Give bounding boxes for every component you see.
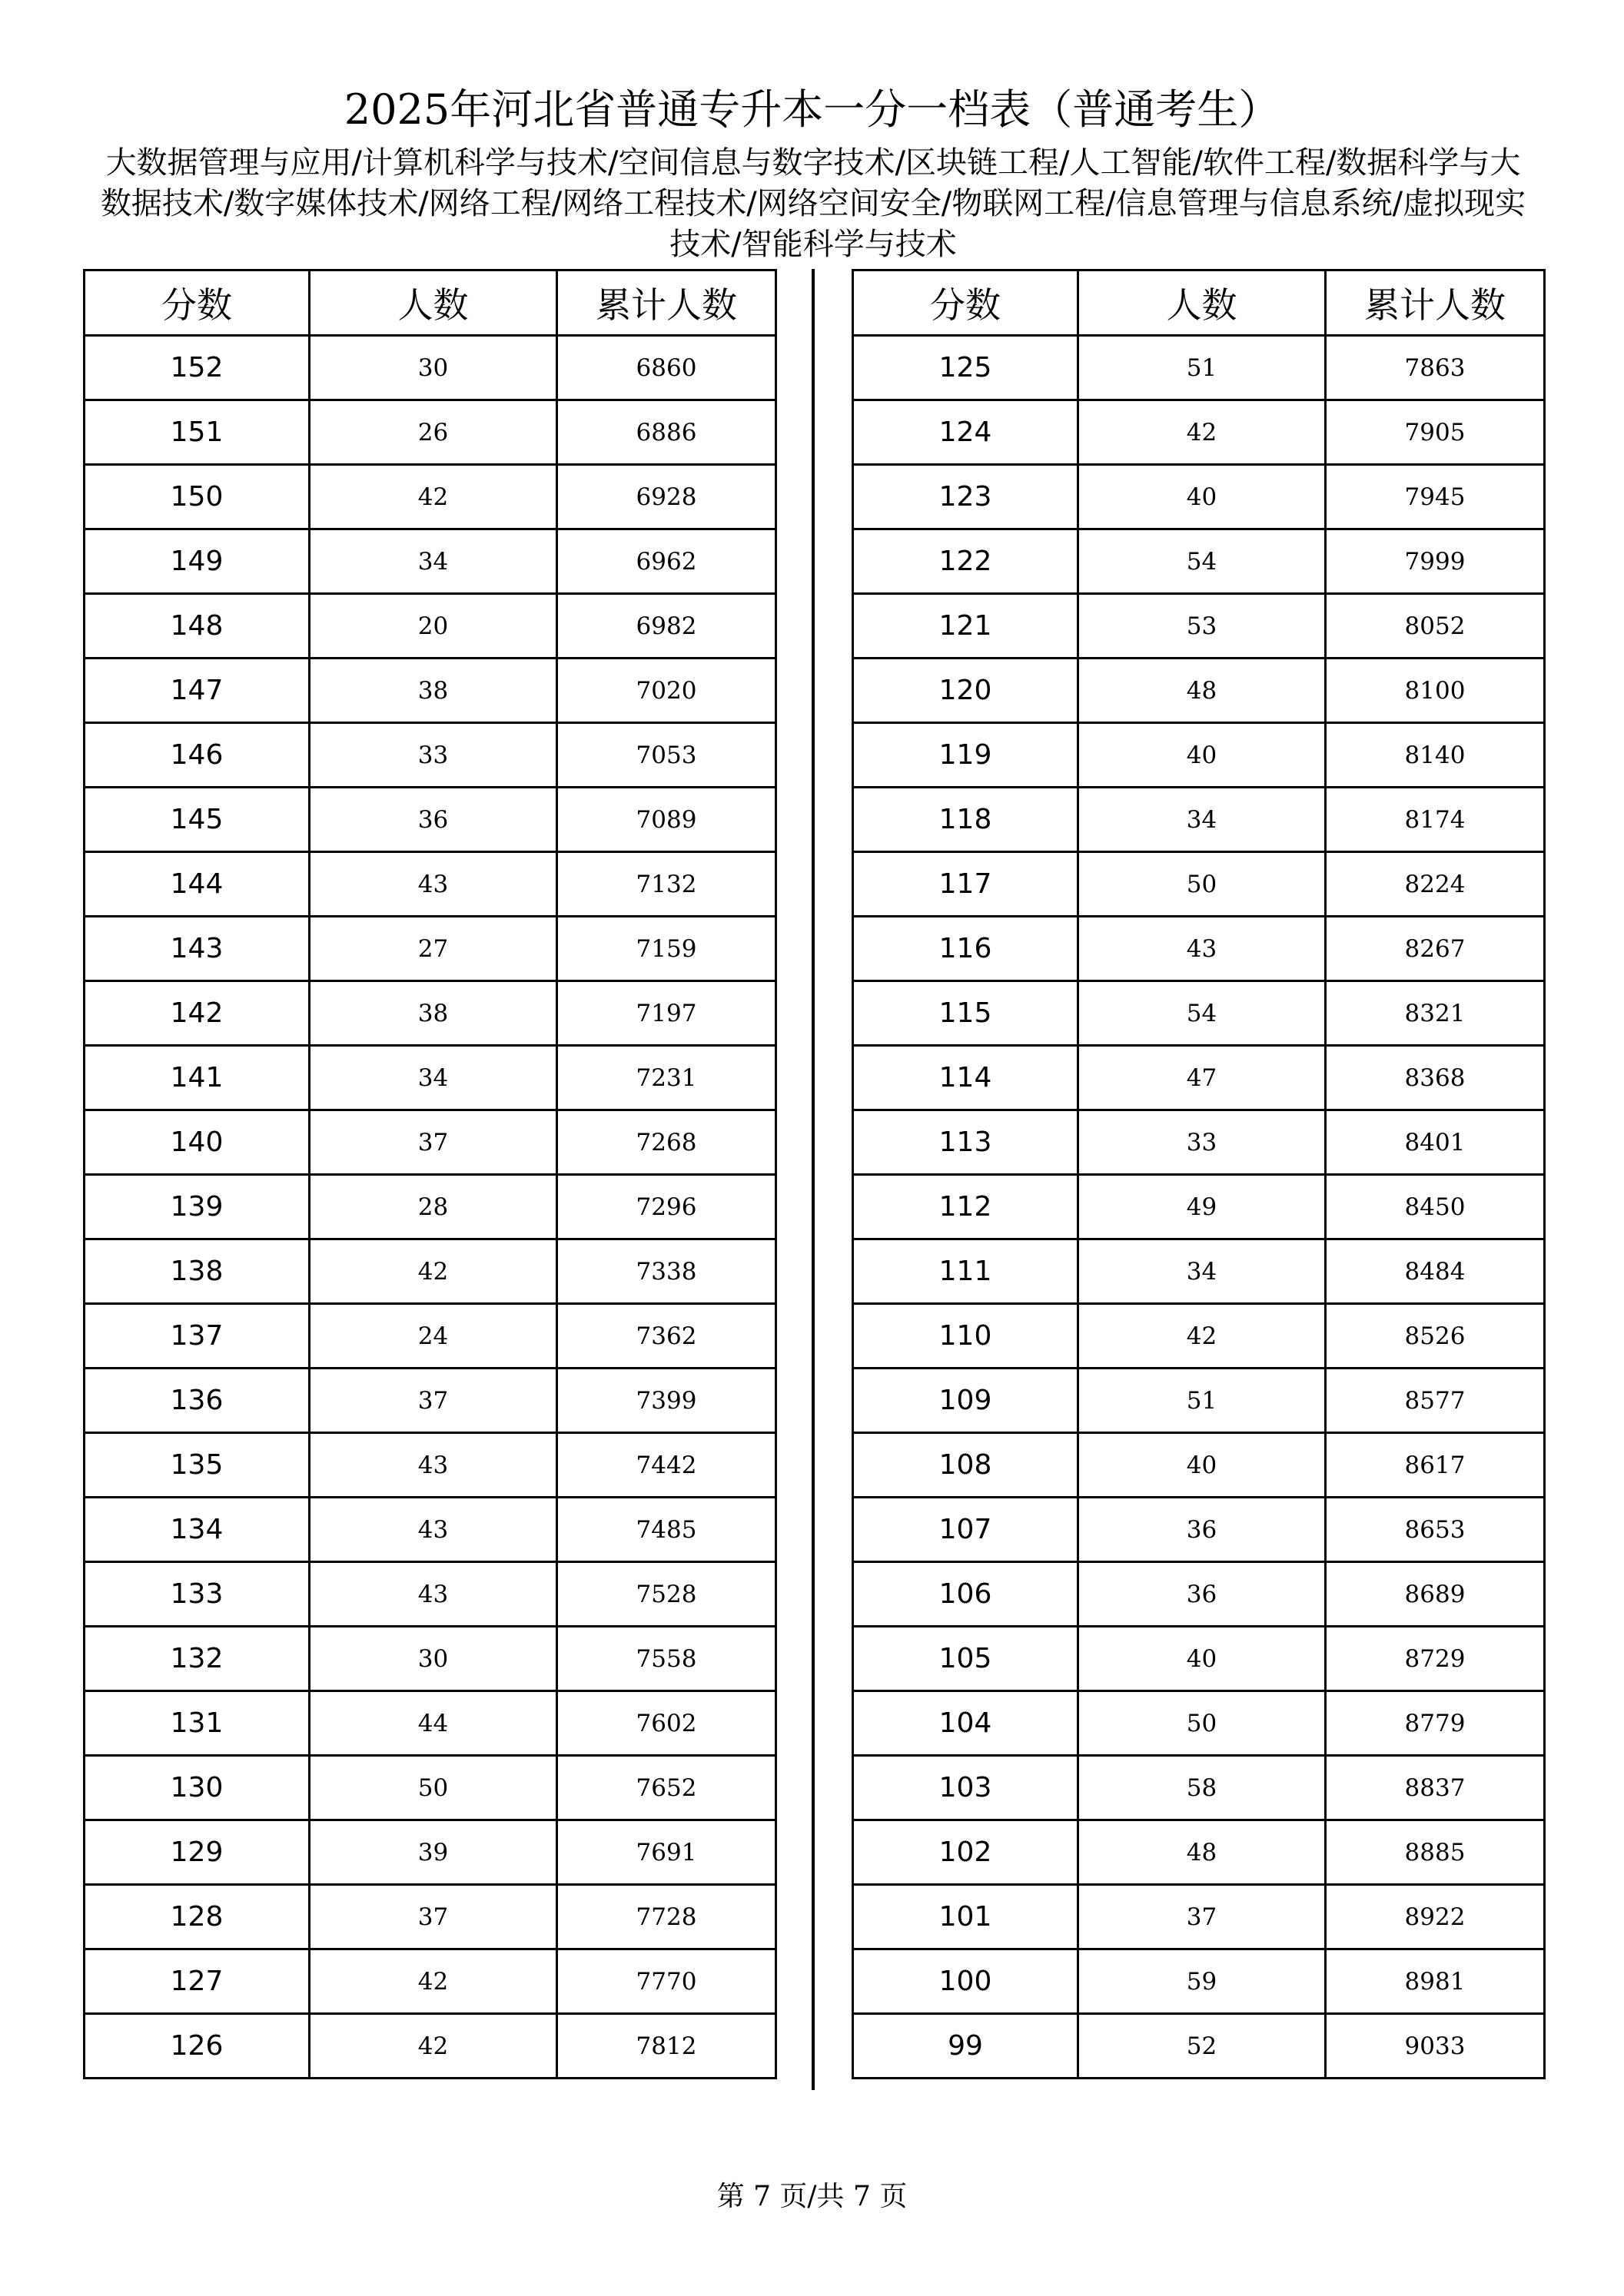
cumulative-cell: 6886 [557, 400, 776, 465]
score-cell: 146 [85, 723, 310, 788]
table-row [853, 1433, 1545, 1498]
table-row [853, 1110, 1545, 1175]
cumulative-cell: 8174 [1326, 788, 1545, 852]
score-cell: 134 [85, 1498, 310, 1562]
table-row [853, 336, 1545, 400]
score-cell: 130 [85, 1756, 310, 1820]
table-row [85, 1820, 776, 1885]
score-cell: 128 [85, 1885, 310, 1949]
score-cell: 120 [853, 659, 1078, 723]
count-cell: 42 [1078, 400, 1326, 465]
table-row [853, 529, 1545, 594]
cumulative-cell: 7020 [557, 659, 776, 723]
table-row [853, 1239, 1545, 1304]
cumulative-cell: 6860 [557, 336, 776, 400]
count-cell: 36 [1078, 1498, 1326, 1562]
table-row [85, 400, 776, 465]
table-row [85, 1046, 776, 1110]
cumulative-cell: 6928 [557, 465, 776, 529]
score-cell: 139 [85, 1175, 310, 1239]
count-cell: 48 [1078, 1820, 1326, 1885]
score-cell: 147 [85, 659, 310, 723]
count-cell: 40 [1078, 1627, 1326, 1691]
count-cell: 26 [310, 400, 557, 465]
cumulative-cell: 8100 [1326, 659, 1545, 723]
cumulative-cell: 8484 [1326, 1239, 1545, 1304]
score-cell: 101 [853, 1885, 1078, 1949]
score-cell: 125 [853, 336, 1078, 400]
cumulative-cell: 7231 [557, 1046, 776, 1110]
count-cell: 33 [310, 723, 557, 788]
score-cell: 103 [853, 1756, 1078, 1820]
table-row [853, 1498, 1545, 1562]
count-cell: 43 [1078, 917, 1326, 981]
score-cell: 115 [853, 981, 1078, 1046]
count-cell: 54 [1078, 529, 1326, 594]
score-cell: 111 [853, 1239, 1078, 1304]
count-cell: 58 [1078, 1756, 1326, 1820]
score-cell: 102 [853, 1820, 1078, 1885]
table-row [853, 981, 1545, 1046]
count-cell: 59 [1078, 1949, 1326, 2014]
table-row [85, 1369, 776, 1433]
cumulative-cell: 7652 [557, 1756, 776, 1820]
score-cell: 112 [853, 1175, 1078, 1239]
score-cell: 127 [85, 1949, 310, 2014]
score-cell: 116 [853, 917, 1078, 981]
table-row [853, 1691, 1545, 1756]
table-row [85, 465, 776, 529]
table-row [85, 1756, 776, 1820]
cumulative-cell: 9033 [1326, 2014, 1545, 2079]
table-row [853, 788, 1545, 852]
count-cell: 37 [310, 1110, 557, 1175]
score-cell: 145 [85, 788, 310, 852]
header-cumulative: 累计人数 [557, 270, 776, 336]
score-cell: 118 [853, 788, 1078, 852]
cumulative-cell: 7399 [557, 1369, 776, 1433]
cumulative-cell: 8981 [1326, 1949, 1545, 2014]
table-row [85, 1304, 776, 1369]
count-cell: 40 [1078, 1433, 1326, 1498]
header-score: 分数 [853, 270, 1078, 336]
cumulative-cell: 8224 [1326, 852, 1545, 917]
count-cell: 39 [310, 1820, 557, 1885]
table-row [85, 1498, 776, 1562]
cumulative-cell: 7268 [557, 1110, 776, 1175]
cumulative-cell: 7089 [557, 788, 776, 852]
count-cell: 43 [310, 1562, 557, 1627]
table-row [85, 336, 776, 400]
cumulative-cell: 7691 [557, 1820, 776, 1885]
score-cell: 104 [853, 1691, 1078, 1756]
cumulative-cell: 7159 [557, 917, 776, 981]
score-cell: 126 [85, 2014, 310, 2079]
score-cell: 131 [85, 1691, 310, 1756]
cumulative-cell: 7558 [557, 1627, 776, 1691]
cumulative-cell: 7812 [557, 2014, 776, 2079]
count-cell: 54 [1078, 981, 1326, 1046]
score-cell: 122 [853, 529, 1078, 594]
cumulative-cell: 7602 [557, 1691, 776, 1756]
column-divider [812, 269, 815, 2090]
count-cell: 40 [1078, 465, 1326, 529]
score-cell: 140 [85, 1110, 310, 1175]
count-cell: 42 [310, 465, 557, 529]
table-row [85, 1691, 776, 1756]
count-cell: 43 [310, 852, 557, 917]
cumulative-cell: 7728 [557, 1885, 776, 1949]
score-cell: 135 [85, 1433, 310, 1498]
table-row [85, 529, 776, 594]
table-row [85, 917, 776, 981]
count-cell: 37 [310, 1885, 557, 1949]
score-cell: 106 [853, 1562, 1078, 1627]
table-row [853, 1949, 1545, 2014]
score-cell: 148 [85, 594, 310, 659]
table-row [853, 659, 1545, 723]
score-cell: 143 [85, 917, 310, 981]
header-count: 人数 [310, 270, 557, 336]
count-cell: 42 [1078, 1304, 1326, 1369]
score-cell: 149 [85, 529, 310, 594]
count-cell: 50 [1078, 852, 1326, 917]
score-cell: 100 [853, 1949, 1078, 2014]
score-cell: 150 [85, 465, 310, 529]
cumulative-cell: 7296 [557, 1175, 776, 1239]
table-row [853, 1627, 1545, 1691]
count-cell: 34 [310, 1046, 557, 1110]
cumulative-cell: 7485 [557, 1498, 776, 1562]
score-cell: 136 [85, 1369, 310, 1433]
score-cell: 152 [85, 336, 310, 400]
cumulative-cell: 8526 [1326, 1304, 1545, 1369]
cumulative-cell: 7338 [557, 1239, 776, 1304]
count-cell: 36 [1078, 1562, 1326, 1627]
count-cell: 28 [310, 1175, 557, 1239]
score-table-right [852, 269, 1546, 2079]
cumulative-cell: 8617 [1326, 1433, 1545, 1498]
table-row [853, 1562, 1545, 1627]
cumulative-cell: 7132 [557, 852, 776, 917]
count-cell: 37 [1078, 1885, 1326, 1949]
cumulative-cell: 8922 [1326, 1885, 1545, 1949]
table-row [853, 1046, 1545, 1110]
header-count: 人数 [1078, 270, 1326, 336]
cumulative-cell: 8267 [1326, 917, 1545, 981]
table-row [853, 400, 1545, 465]
score-cell: 108 [853, 1433, 1078, 1498]
table-header-row [853, 270, 1545, 336]
count-cell: 42 [310, 2014, 557, 2079]
table-row [85, 659, 776, 723]
cumulative-cell: 7945 [1326, 465, 1545, 529]
score-cell: 109 [853, 1369, 1078, 1433]
score-cell: 132 [85, 1627, 310, 1691]
cumulative-cell: 7770 [557, 1949, 776, 2014]
score-cell: 133 [85, 1562, 310, 1627]
cumulative-cell: 8885 [1326, 1820, 1545, 1885]
count-cell: 47 [1078, 1046, 1326, 1110]
table-row [85, 594, 776, 659]
table-row [85, 1175, 776, 1239]
header-score: 分数 [85, 270, 310, 336]
score-cell: 119 [853, 723, 1078, 788]
score-cell: 107 [853, 1498, 1078, 1562]
count-cell: 51 [1078, 336, 1326, 400]
cumulative-cell: 8321 [1326, 981, 1545, 1046]
score-cell: 113 [853, 1110, 1078, 1175]
page-title: 2025年河北省普通专升本一分一档表（普通考生） [344, 85, 1280, 134]
count-cell: 33 [1078, 1110, 1326, 1175]
table-row [853, 465, 1545, 529]
score-cell: 141 [85, 1046, 310, 1110]
count-cell: 37 [310, 1369, 557, 1433]
cumulative-cell: 7999 [1326, 529, 1545, 594]
count-cell: 49 [1078, 1175, 1326, 1239]
count-cell: 30 [310, 336, 557, 400]
cumulative-cell: 8689 [1326, 1562, 1545, 1627]
table-row [853, 917, 1545, 981]
table-row [853, 1820, 1545, 1885]
table-row [85, 2014, 776, 2079]
table-row [85, 1949, 776, 2014]
table-row [853, 1304, 1545, 1369]
table-row [853, 1756, 1545, 1820]
score-cell: 151 [85, 400, 310, 465]
count-cell: 50 [310, 1756, 557, 1820]
cumulative-cell: 7528 [557, 1562, 776, 1627]
count-cell: 44 [310, 1691, 557, 1756]
table-row [85, 723, 776, 788]
table-row [85, 1433, 776, 1498]
table-row [853, 594, 1545, 659]
count-cell: 51 [1078, 1369, 1326, 1433]
score-cell: 144 [85, 852, 310, 917]
cumulative-cell: 7197 [557, 981, 776, 1046]
table-row [85, 1239, 776, 1304]
count-cell: 52 [1078, 2014, 1326, 2079]
cumulative-cell: 7442 [557, 1433, 776, 1498]
cumulative-cell: 7863 [1326, 336, 1545, 400]
table-row [853, 1175, 1545, 1239]
count-cell: 43 [310, 1433, 557, 1498]
score-cell: 117 [853, 852, 1078, 917]
score-cell: 142 [85, 981, 310, 1046]
count-cell: 34 [310, 529, 557, 594]
count-cell: 34 [1078, 1239, 1326, 1304]
table-row [853, 852, 1545, 917]
cumulative-cell: 8368 [1326, 1046, 1545, 1110]
count-cell: 43 [310, 1498, 557, 1562]
score-cell: 124 [853, 400, 1078, 465]
score-cell: 138 [85, 1239, 310, 1304]
count-cell: 38 [310, 659, 557, 723]
major-list-subtitle: 大数据管理与应用/计算机科学与技术/空间信息与数字技术/区块链工程/人工智能/软件工程/数据科学与大数据技术/数字媒体技术/网络工程/网络工程技术/网络空间安全/物联网工程/信息管理与信息系统/虚拟现实技术/智能科学与技术 [100, 145, 1526, 262]
table-row [85, 1110, 776, 1175]
table-row [85, 852, 776, 917]
count-cell: 42 [310, 1239, 557, 1304]
table-row [85, 1885, 776, 1949]
cumulative-cell: 8450 [1326, 1175, 1545, 1239]
score-cell: 114 [853, 1046, 1078, 1110]
cumulative-cell: 8837 [1326, 1756, 1545, 1820]
table-row [853, 1885, 1545, 1949]
score-cell: 123 [853, 465, 1078, 529]
cumulative-cell: 6982 [557, 594, 776, 659]
cumulative-cell: 6962 [557, 529, 776, 594]
cumulative-cell: 7053 [557, 723, 776, 788]
cumulative-cell: 8401 [1326, 1110, 1545, 1175]
table-row [853, 1369, 1545, 1433]
score-cell: 137 [85, 1304, 310, 1369]
table-row [85, 1627, 776, 1691]
count-cell: 38 [310, 981, 557, 1046]
count-cell: 20 [310, 594, 557, 659]
cumulative-cell: 8052 [1326, 594, 1545, 659]
table-row [85, 981, 776, 1046]
count-cell: 24 [310, 1304, 557, 1369]
header-cumulative: 累计人数 [1326, 270, 1545, 336]
count-cell: 50 [1078, 1691, 1326, 1756]
count-cell: 42 [310, 1949, 557, 2014]
count-cell: 53 [1078, 594, 1326, 659]
table-row [853, 723, 1545, 788]
cumulative-cell: 8653 [1326, 1498, 1545, 1562]
score-cell: 110 [853, 1304, 1078, 1369]
score-cell: 99 [853, 2014, 1078, 2079]
cumulative-cell: 8577 [1326, 1369, 1545, 1433]
cumulative-cell: 8140 [1326, 723, 1545, 788]
score-cell: 105 [853, 1627, 1078, 1691]
cumulative-cell: 7905 [1326, 400, 1545, 465]
page-footer: 第 7 页/共 7 页 [716, 2181, 908, 2212]
cumulative-cell: 8779 [1326, 1691, 1545, 1756]
count-cell: 27 [310, 917, 557, 981]
count-cell: 30 [310, 1627, 557, 1691]
cumulative-cell: 7362 [557, 1304, 776, 1369]
score-table-left [83, 269, 777, 2079]
table-header-row [85, 270, 776, 336]
cumulative-cell: 8729 [1326, 1627, 1545, 1691]
count-cell: 48 [1078, 659, 1326, 723]
count-cell: 40 [1078, 723, 1326, 788]
table-row [85, 788, 776, 852]
table-row [853, 2014, 1545, 2079]
score-cell: 129 [85, 1820, 310, 1885]
count-cell: 36 [310, 788, 557, 852]
table-row [85, 1562, 776, 1627]
count-cell: 34 [1078, 788, 1326, 852]
score-cell: 121 [853, 594, 1078, 659]
